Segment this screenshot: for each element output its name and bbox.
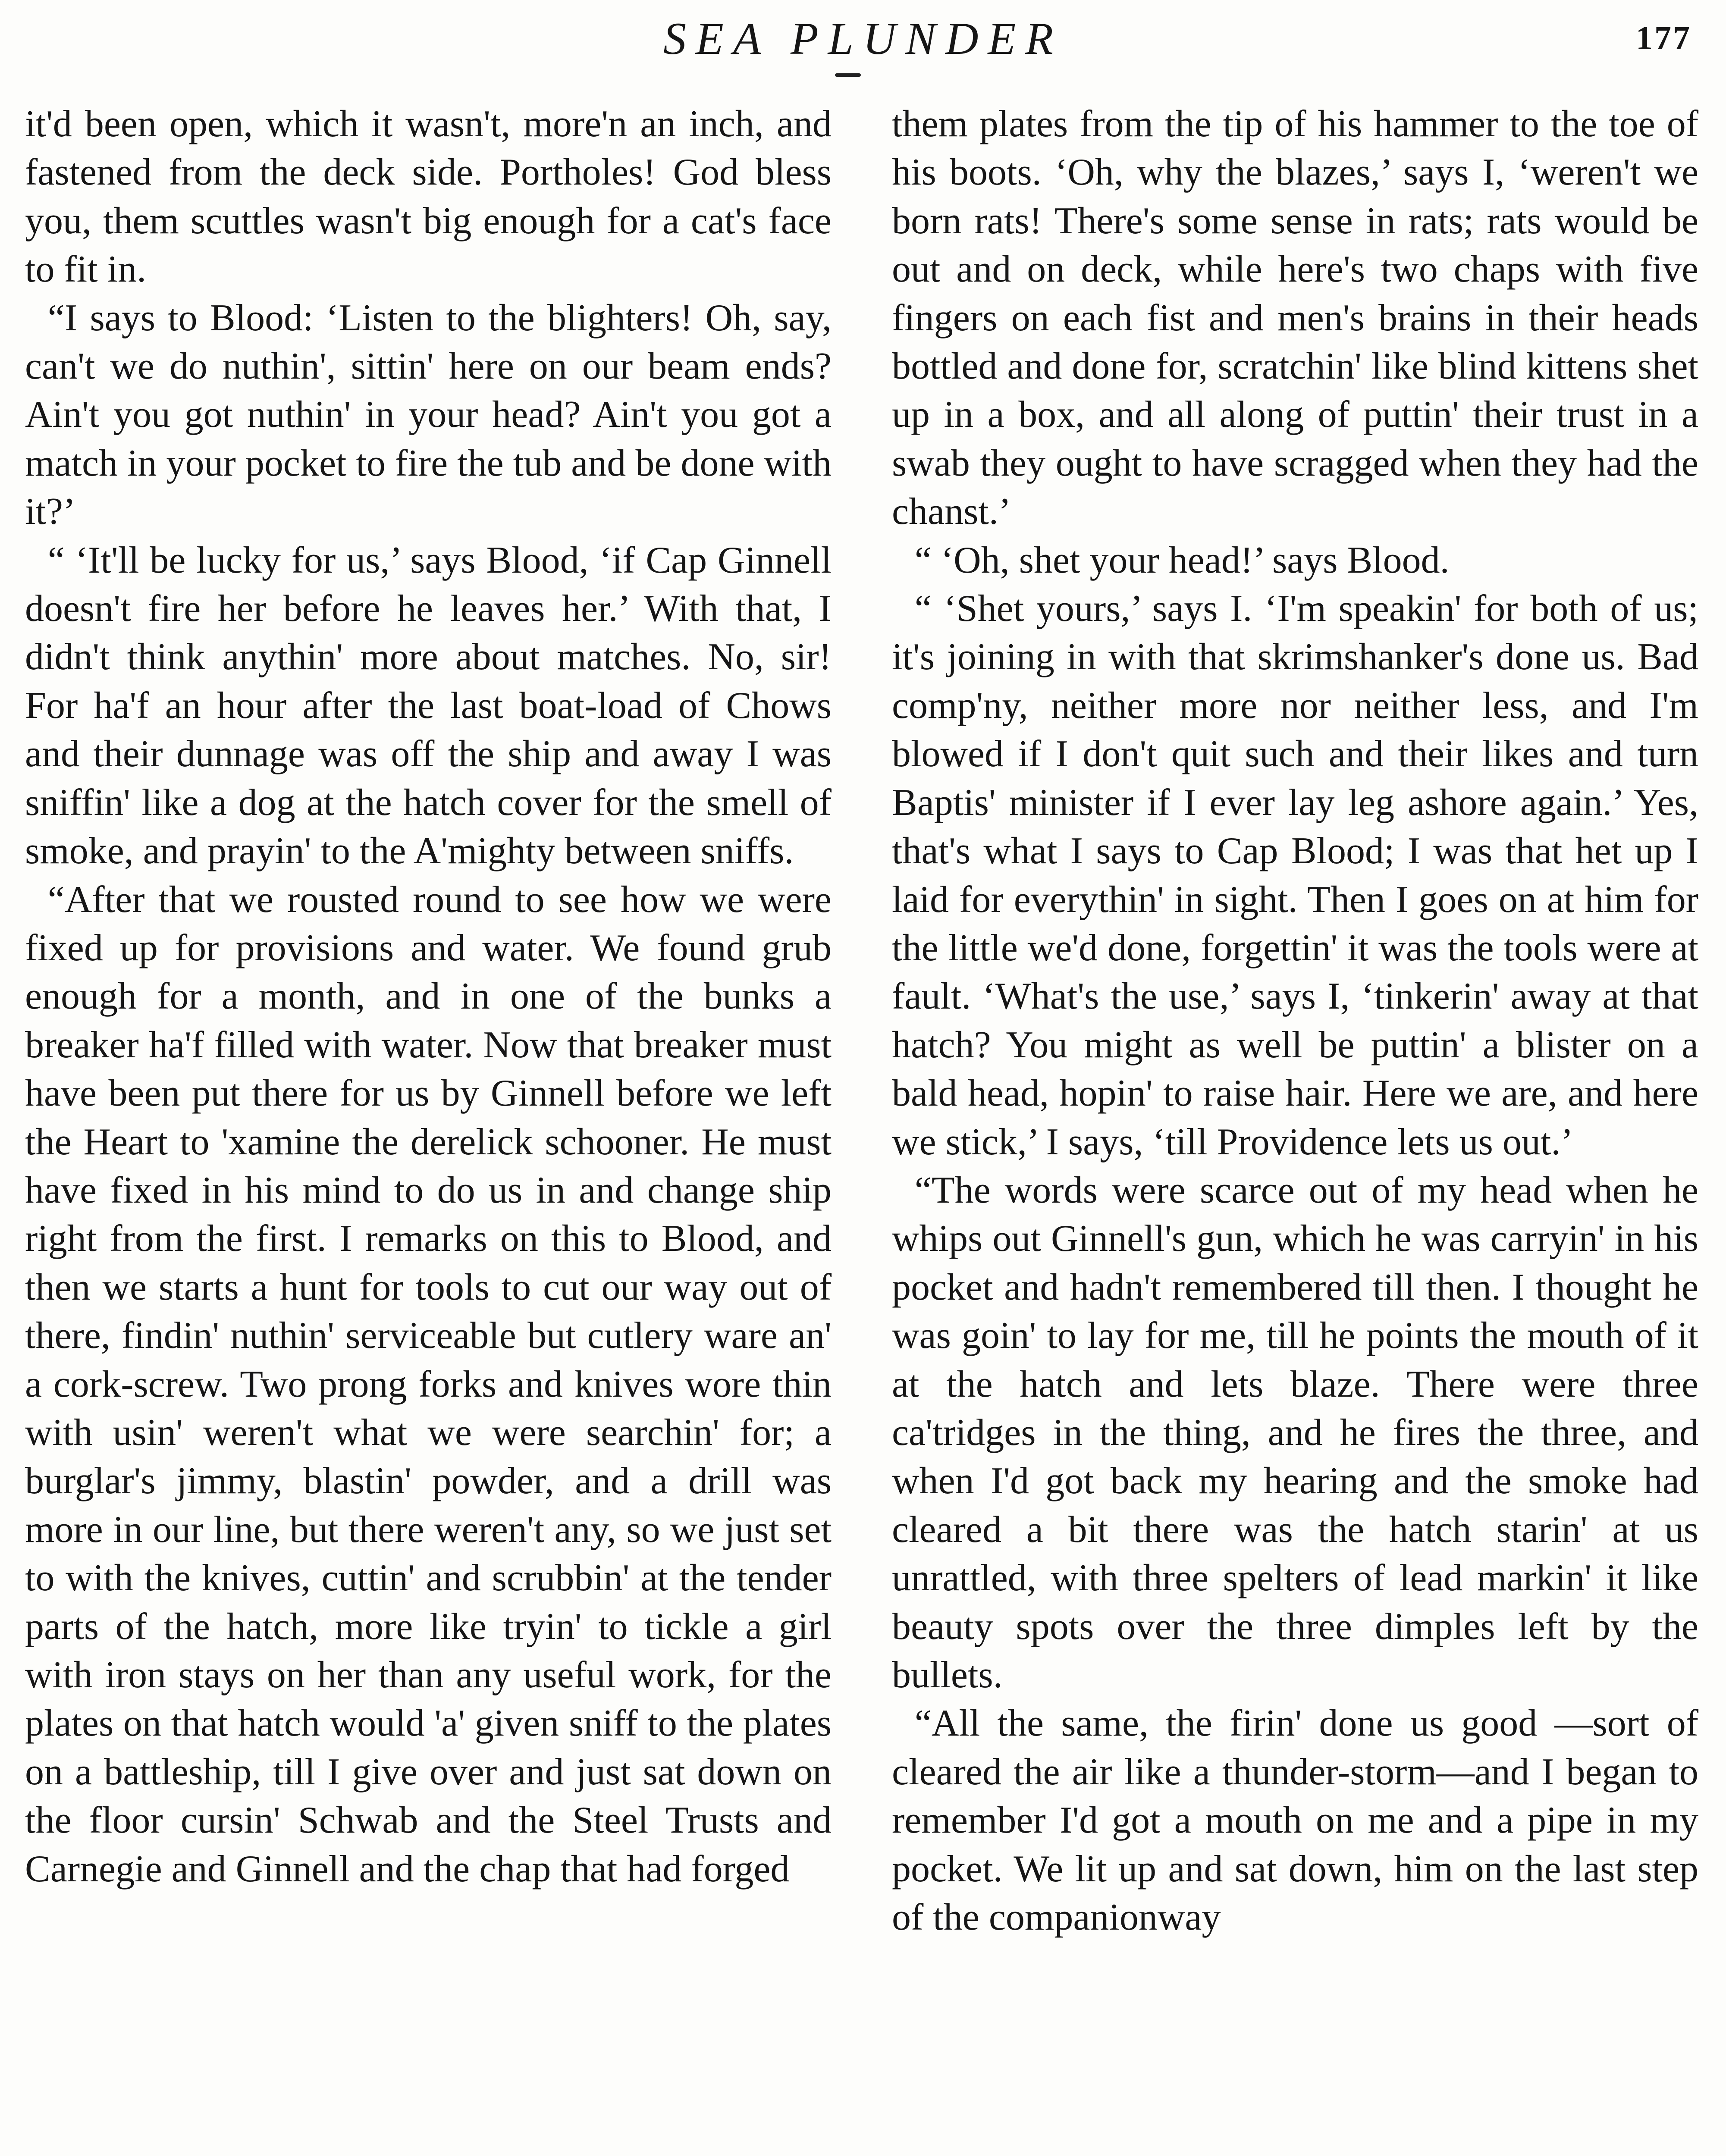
paragraph: “ ‘It'll be lucky for us,’ says Blood, ‘if Cap Ginnell doesn't fire her before he leaves her.’ With that, I didn't think anythin' more about matches. No, sir! For ha'f an hour after the last boat-load of Chows and their dunnage was off the ship and away I was sniffin' like a dog at the hatch cover for the smell of smoke, and prayin' to the A'mighty between sniffs.	[25, 539, 832, 872]
paragraph: “After that we rousted round to see how we were fixed up for provisions and water. We found grub enough for a month, and in one of the bunks a breaker ha'f filled with water. Now that breaker must have been put there for us by Ginnell before we left the Heart to 'xamine the derelick schooner. He must have fixed in his mind to do us in and change ship right from the first. I remarks on this to Blood, and then we starts a hunt for tools to cut our way out of there, findin' nuthin' serviceable but cutlery ware an' a cork-screw. Two prong forks and knives wore thin with usin' weren't what we were searchin' for; a burglar's jimmy, blastin' powder, and a drill was more in our line, but there weren't any, so we just set to with the knives, cuttin' and scrubbin' at the tender parts of the hatch, more like tryin' to tickle a girl with iron stays on her than any useful work, for the plates on that hatch would 'a' given sniff to the plates on a battleship, till I give over and just sat down on the floor cursin' Schwab and the Steel Trusts and Carnegie and Ginnell and the chap that had forged	[25, 878, 832, 1890]
paragraph: “ ‘Oh, shet your head!’ says Blood.	[914, 539, 1450, 581]
paragraph: it'd been open, which it wasn't, more'n an inch, and fastened from the deck side. Portholes! God bless you, them scuttles wasn't big enough for a cat's face to fit in.	[25, 103, 832, 291]
paragraph: “The words were scarce out of my head when he whips out Ginnell's gun, which he was carryin' in his pocket and hadn't remembered till then. I thought he was goin' to lay for me, till he points the mouth of it at the hatch and lets blaze. There were three ca'tridges in the thing, and he fires the three, and when I'd got back my hearing and the smoke had cleared a bit there was the hatch starin' at us unrattled, with three spelters of lead markin' it like beauty spots over the three dimples left by the bullets.	[892, 1169, 1698, 1696]
paragraph: them plates from the tip of his hammer to the toe of his boots. ‘Oh, why the blazes,’ says I, ‘weren't we born rats! There's some sense in rats; rats would be out and on deck, while here's two chaps with five fingers on each fist and men's brains in their heads bottled and done for, scratchin' like blind kittens shet up in a box, and all along of puttin' their trust in a swab they ought to have scragged when they had the chanst.’	[892, 103, 1698, 533]
title-ornament	[835, 73, 861, 77]
page-number: 177	[1636, 19, 1691, 56]
paragraph: “I says to Blood: ‘Listen to the blighters! Oh, say, can't we do nuthin', sittin' here on our beam ends? Ain't you got nuthin' in your head? Ain't you got a match in your pocket to fire the tub and be done with it?’	[25, 297, 832, 533]
right-column	[892, 100, 1698, 1942]
page-header	[0, 0, 1726, 91]
paragraph: “All the same, the firin' done us good —sort of cleared the air like a thunder-storm—and I began to remember I'd got a mouth on me and a pipe in my pocket. We lit up and sat down, him on the last step of the companionway	[892, 1702, 1698, 1939]
left-column	[25, 100, 832, 1893]
paragraph: “ ‘Shet yours,’ says I. ‘I'm speakin' for both of us; it's joining in with that skrimshanker's done us. Bad comp'ny, neither more nor neither less, and I'm blowed if I don't quit such and their likes and turn Baptis' minister if I ever lay leg ashore again.’ Yes, that's what I says to Cap Blood; I was that het up I laid for everythin' in sight. Then I goes on at him for the little we'd done, forgettin' it was the tools were at fault. ‘What's the use,’ says I, ‘tinkerin' away at that hatch? You might as well be puttin' a blister on a bald head, hopin' to raise hair. Here we are, and here we stick,’ I says, ‘till Providence lets us out.’	[892, 588, 1698, 1163]
running-title: SEA PLUNDER	[663, 13, 1063, 64]
